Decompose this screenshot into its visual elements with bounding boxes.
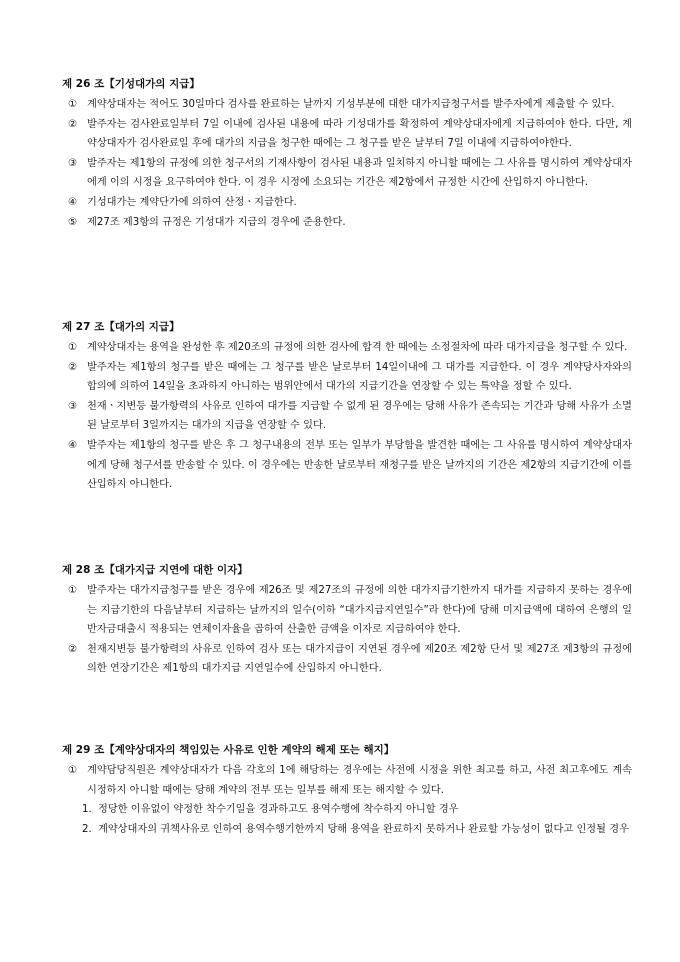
- paragraph-text: 발주자는 대가지급청구를 받은 경우에 제26조 및 제27조의 규정에 의한 대가지급기한까지 대가를 지급하지 못하는 경우에는 지급기한의 다음날부터 지급하는 날까지의 일수(이하 “대가지급지연일수”라 한다)에 당해 미지급액에 대하여 은행의 일반자금대출시 적용되는 연체이자율을 곱하여 산출한 금액을 이자로 지급하여야 한다.: [87, 585, 632, 636]
- paragraph-text: 천재ㆍ지변등 불가항력의 사유로 인하여 대가를 지급할 수 없게 된 경우에는 당해 사유가 존속되는 기간과 당해 사유가 소멸된 날로부터 3일까지는 대가의 지급을 연장할 수 있다.: [87, 400, 632, 432]
- article-title: 제 29 조【계약상대자의 책임있는 사유로 인한 계약의 해제 또는 해지】: [62, 744, 395, 756]
- paragraph: [62, 358, 632, 397]
- list-item-number: 1.: [82, 804, 92, 816]
- paragraph: [62, 640, 632, 679]
- paragraph-text: 발주자는 제1항의 규정에 의한 청구서의 기재사항이 검사된 내용과 일치하지 아니할 때에는 그 사유를 명시하여 계약상대자에게 이의 시정을 요구하여야 한다. 이 경우 시정에 소요되는 기간은 제2항에서 규정한 시간에 산입하지 아니한다.: [87, 157, 632, 189]
- paragraph-marker: ②: [68, 643, 78, 655]
- paragraph: [62, 581, 632, 640]
- paragraph-text: 발주자는 제1항의 청구를 받은 후 그 청구내용의 전부 또는 일부가 부당함을 발견한 때에는 그 사유를 명시하여 계약상대자에게 당해 청구서를 반송할 수 있다. 이 경우에는 반송한 날로부터 재청구를 받은 날까지의 기간은 제2항의 지급기간에 이를 산입하지 아니한다.: [87, 439, 632, 491]
- article-28: [62, 562, 632, 679]
- paragraph: [62, 213, 632, 233]
- paragraph-marker: ③: [68, 157, 78, 169]
- list-item-number: 2.: [82, 823, 92, 835]
- paragraph-marker: ①: [68, 765, 78, 776]
- paragraph-text: 기성대가는 계약단가에 의하여 산정ㆍ지급한다.: [87, 196, 297, 208]
- article-title: 제 27 조【대가의 지급】: [62, 321, 180, 333]
- article-29: [62, 742, 632, 839]
- list-item: [70, 800, 632, 820]
- paragraph-text: 천재지변등 불가항력의 사유로 인하여 검사 또는 대가지급이 지연된 경우에 제20조 제2항 단서 및 제27조 제3항의 규정에 의한 연장기간은 제1항의 대가지급 지연일수에 산입하지 아니한다.: [87, 643, 632, 675]
- article-26: [62, 76, 632, 232]
- paragraph: [62, 115, 632, 154]
- paragraph: [62, 397, 632, 436]
- paragraph-text: 계약상대자는 용역을 완성한 후 제20조의 규정에 의한 검사에 합격 한 때에는 소정절차에 따라 대가지급을 청구할 수 있다.: [87, 342, 628, 353]
- article-title: 제 26 조【기성대가의 지급】: [62, 78, 200, 90]
- paragraph-marker: ③: [68, 400, 78, 412]
- paragraph-text: 계약담당직원은 계약상대자가 다음 각호의 1에 해당하는 경우에는 사전에 시정을 위한 최고를 하고, 사전 최고후에도 계속 시정하지 아니할 때에는 당해 계약의 전부 또는 일부를 해제 또는 해지할 수 있다.: [87, 765, 632, 796]
- article-27: [62, 319, 632, 495]
- paragraph: [62, 338, 632, 358]
- article-title: 제 28 조【대가지급 지연에 대한 이자】: [62, 564, 248, 576]
- list-item: [70, 820, 632, 840]
- paragraph-text: 발주자는 검사완료일부터 7일 이내에 검사된 내용에 따라 기성대가를 확정하여 계약상대자에게 지급하여야 한다. 다만, 계약상대자가 검사완료일 후에 대가의 지급을 청구한 때에는 그 청구를 받은 날부터 7일 이내에 지급하여야한다.: [87, 118, 632, 150]
- paragraph-text: 발주자는 제1항의 청구를 받은 때에는 그 청구를 받은 날로부터 14일이내에 그 대가를 지급한다. 이 경우 계약당사자와의 합의에 의하여 14일을 초과하지 아니하는 범위안에서 대가의 지급기간을 연장할 수 있는 특약을 정할 수 있다.: [87, 361, 632, 393]
- list-item-text: 정당한 이유없이 약정한 착수기일을 경과하고도 용역수행에 착수하지 아니할 경우: [98, 804, 459, 816]
- paragraph-marker: ②: [68, 361, 78, 373]
- paragraph-marker: ⑤: [68, 216, 78, 228]
- list-item-text: 계약상대자의 귀책사유로 인하여 용역수행기한까지 당해 용역을 완료하지 못하거나 완료할 가능성이 없다고 인정될 경우: [98, 823, 629, 835]
- paragraph: [62, 95, 632, 115]
- paragraph-marker: ①: [68, 342, 78, 353]
- paragraph: [62, 436, 632, 495]
- paragraph-text: 제27조 제3항의 규정은 기성대가 지급의 경우에 준용한다.: [87, 216, 346, 228]
- paragraph: [62, 154, 632, 193]
- paragraph-marker: ④: [68, 196, 78, 208]
- paragraph: [62, 193, 632, 213]
- paragraph-marker: ②: [68, 118, 78, 130]
- paragraph-marker: ①: [68, 585, 78, 596]
- paragraph-text: 계약상대자는 적어도 30일마다 검사를 완료하는 날까지 기성부분에 대한 대가지급청구서를 발주자에게 제출할 수 있다.: [87, 99, 615, 110]
- paragraph: [62, 761, 632, 800]
- paragraph-marker: ④: [68, 439, 78, 451]
- paragraph-marker: ①: [68, 99, 78, 110]
